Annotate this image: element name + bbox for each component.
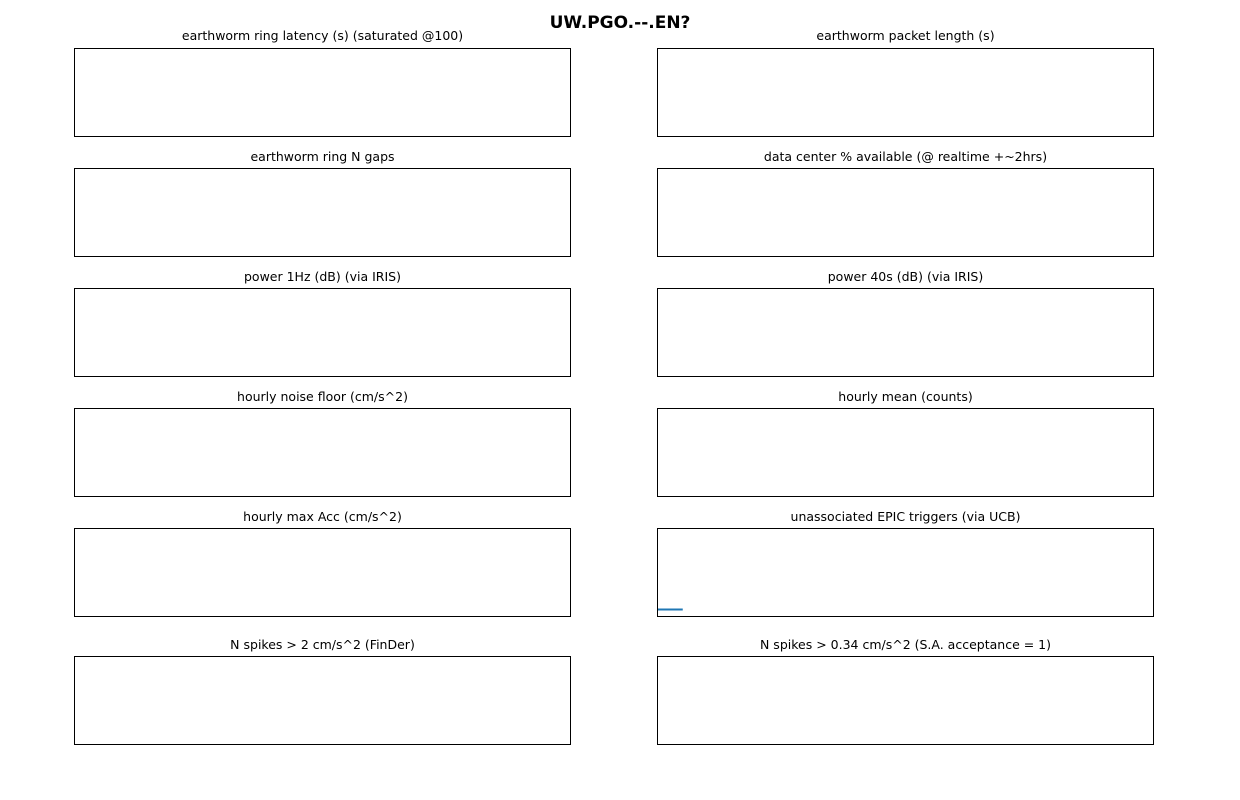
- figure-title: UW.PGO.--.EN?: [549, 13, 691, 33]
- plot-power-1hz: [74, 288, 571, 377]
- plot-hourly-max-acc: [74, 528, 571, 617]
- panel-title-ring-latency: earthworm ring latency (s) (saturated @100): [181, 28, 464, 43]
- plot-packet-length: [657, 48, 1154, 137]
- plot-ring-latency: [74, 48, 571, 137]
- panel-title-hourly-mean: hourly mean (counts): [838, 389, 973, 404]
- plot-spikes-sa: [657, 656, 1154, 745]
- panel-title-spikes-sa: N spikes > 0.34 cm/s^2 (S.A. acceptance = 1): [759, 637, 1052, 652]
- plot-spikes-finder: [74, 656, 571, 745]
- panel-title-power-40s: power 40s (dB) (via IRIS): [827, 269, 984, 284]
- panel-title-hourly-max-acc: hourly max Acc (cm/s^2): [243, 509, 402, 524]
- panel-title-ring-gaps: earthworm ring N gaps: [250, 149, 395, 164]
- panel-title-data-center-available: data center % available (@ realtime +~2hrs): [763, 149, 1048, 164]
- panel-title-packet-length: earthworm packet length (s): [816, 28, 995, 43]
- plot-epic-triggers: [657, 528, 1154, 617]
- panel-title-spikes-finder: N spikes > 2 cm/s^2 (FinDer): [230, 637, 415, 652]
- panel-title-noise-floor: hourly noise floor (cm/s^2): [237, 389, 408, 404]
- panel-title-epic-triggers: unassociated EPIC triggers (via UCB): [790, 509, 1021, 524]
- plot-data-center-available: [657, 168, 1154, 257]
- plot-noise-floor: [74, 408, 571, 497]
- plot-hourly-mean: [657, 408, 1154, 497]
- plot-ring-gaps: [74, 168, 571, 257]
- plot-power-40s: [657, 288, 1154, 377]
- panel-title-power-1hz: power 1Hz (dB) (via IRIS): [244, 269, 401, 284]
